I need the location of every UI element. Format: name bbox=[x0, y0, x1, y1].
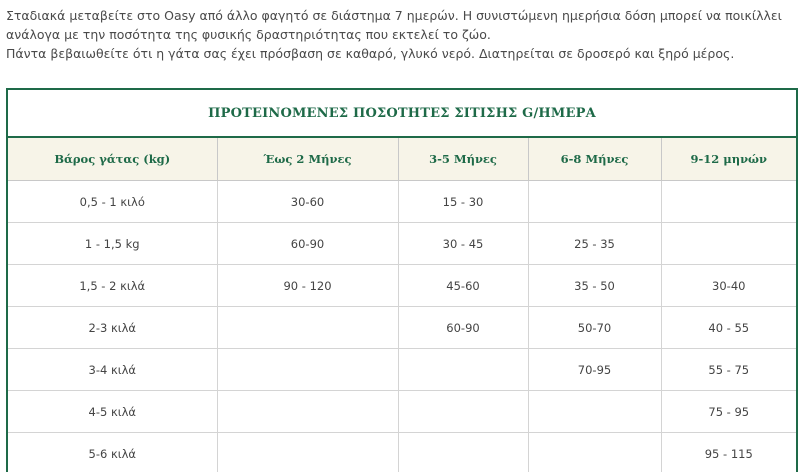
column-header-9-12-months: 9-12 μηνών bbox=[661, 138, 796, 181]
table-row bbox=[8, 223, 796, 265]
table-cell bbox=[528, 433, 661, 472]
table-row bbox=[8, 391, 796, 433]
table-cell: 25 - 35 bbox=[528, 223, 661, 265]
header-row bbox=[8, 138, 796, 181]
table-cell bbox=[217, 433, 398, 472]
table-cell: 5-6 κιλά bbox=[8, 433, 217, 472]
feeding-table bbox=[6, 88, 798, 472]
table-cell bbox=[528, 181, 661, 223]
column-header-3-5-months: 3-5 Μήνες bbox=[398, 138, 528, 181]
table-cell bbox=[217, 307, 398, 349]
table-row bbox=[8, 181, 796, 223]
table-cell: 3-4 κιλά bbox=[8, 349, 217, 391]
table-cell bbox=[217, 349, 398, 391]
table-cell: 90 - 120 bbox=[217, 265, 398, 307]
table-cell: 60-90 bbox=[217, 223, 398, 265]
table-row bbox=[8, 349, 796, 391]
intro-paragraph-1: Σταδιακά μεταβείτε στο Oasy από άλλο φαγητό σε διάστημα 7 ημερών. Η συνιστώμενη ημερήσια δόση μπορεί να ποικίλλει ανάλογα με την ποσότητα της φυσικής δραστηριότητας που εκτελεί το ζώο. bbox=[6, 8, 782, 42]
table-cell: 4-5 κιλά bbox=[8, 391, 217, 433]
column-header-6-8-months: 6-8 Μήνες bbox=[528, 138, 661, 181]
feeding-grid bbox=[8, 138, 796, 472]
table-cell: 30-40 bbox=[661, 265, 796, 307]
intro-paragraph-2: Πάντα βεβαιωθείτε ότι η γάτα σας έχει πρόσβαση σε καθαρό, γλυκό νερό. Διατηρείται σε δροσερό και ξηρό μέρος. bbox=[6, 46, 735, 61]
table-cell bbox=[661, 181, 796, 223]
table-cell: 30-60 bbox=[217, 181, 398, 223]
table-cell: 75 - 95 bbox=[661, 391, 796, 433]
intro-text bbox=[6, 6, 796, 63]
table-cell: 0,5 - 1 κιλό bbox=[8, 181, 217, 223]
table-cell: 70-95 bbox=[528, 349, 661, 391]
table-cell: 30 - 45 bbox=[398, 223, 528, 265]
table-cell: 15 - 30 bbox=[398, 181, 528, 223]
table-cell: 45-60 bbox=[398, 265, 528, 307]
column-header-up-to-2-months: Έως 2 Μήνες bbox=[217, 138, 398, 181]
table-title: ΠΡΟΤΕΙΝΟΜΕΝΕΣ ΠΟΣΟΤΗΤΕΣ ΣΙΤΙΣΗΣ G/ΗΜΕΡΑ bbox=[8, 90, 796, 138]
table-cell: 40 - 55 bbox=[661, 307, 796, 349]
table-cell: 95 - 115 bbox=[704, 446, 753, 461]
table-cell bbox=[398, 391, 528, 433]
table-row bbox=[8, 265, 796, 307]
table-cell: 35 - 50 bbox=[528, 265, 661, 307]
table-cell: 55 - 75 bbox=[661, 349, 796, 391]
table-cell: 50-70 bbox=[528, 307, 661, 349]
table-cell: 60-90 bbox=[398, 307, 528, 349]
table-row bbox=[8, 433, 796, 472]
table-cell bbox=[528, 391, 661, 433]
table-cell: 2-3 κιλά bbox=[8, 307, 217, 349]
table-cell: 1 - 1,5 kg bbox=[8, 223, 217, 265]
table-cell bbox=[661, 223, 796, 265]
table-row bbox=[8, 307, 796, 349]
column-header-weight: Βάρος γάτας (kg) bbox=[8, 138, 217, 181]
table-cell: 1,5 - 2 κιλά bbox=[8, 265, 217, 307]
table-cell bbox=[398, 433, 528, 472]
table-cell bbox=[398, 349, 528, 391]
table-cell bbox=[217, 391, 398, 433]
